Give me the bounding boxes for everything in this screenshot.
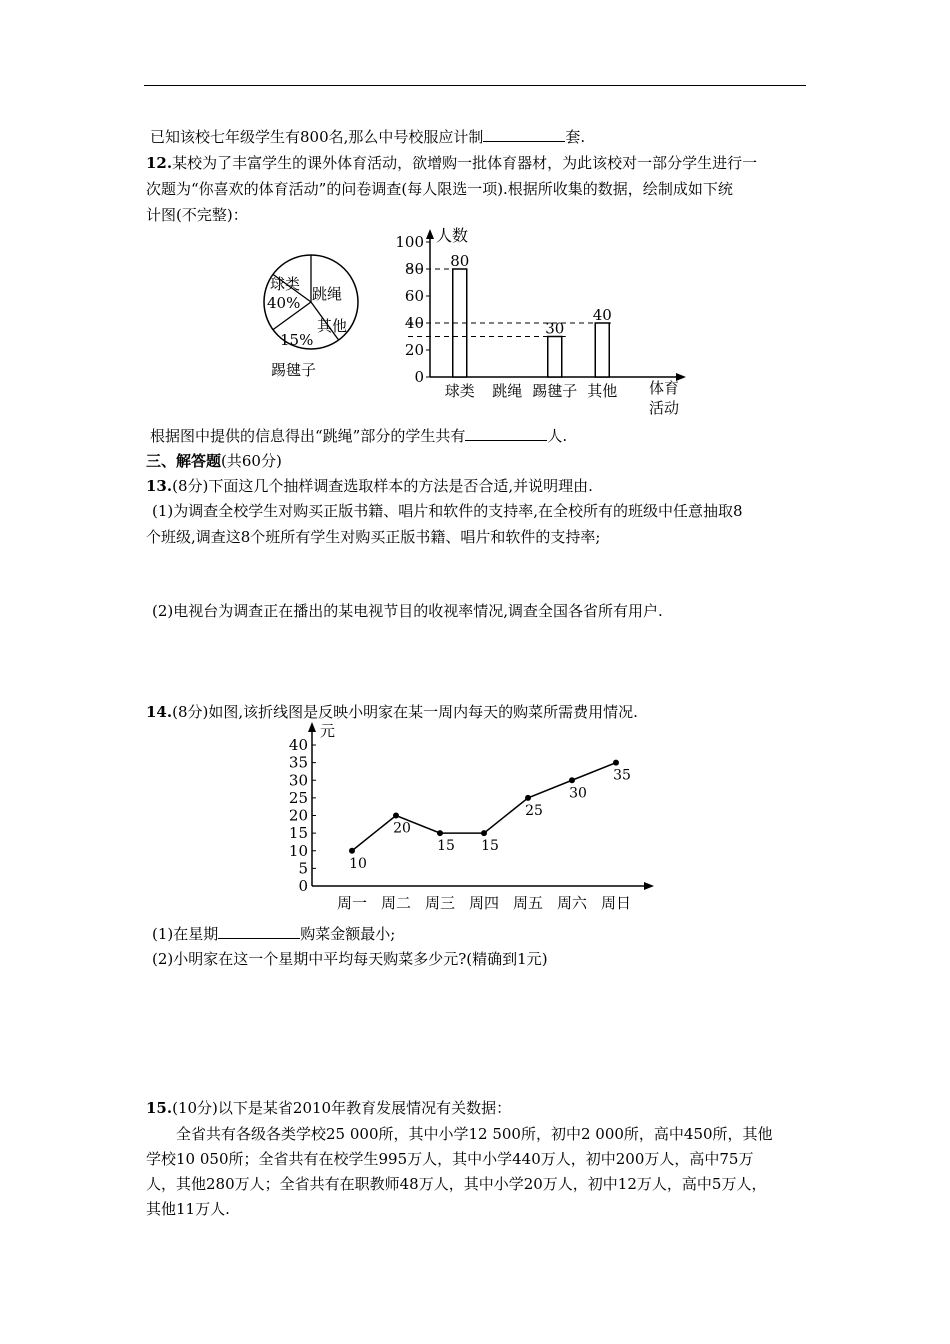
pie-label-other: 其他 — [317, 317, 348, 335]
q12-line3: 计图(不完整)： — [146, 206, 248, 224]
q15-line4: 其他11万人. — [146, 1200, 230, 1218]
bar-3 — [595, 323, 609, 377]
q15-line1: 全省共有各级各类学校25 000所，其中小学12 500所，初中2 000所，高中450所，其他 — [176, 1125, 773, 1143]
bar-y-tick-label-4: 80 — [404, 260, 424, 278]
line-y-arrow — [308, 722, 316, 732]
q11-text-b: 套. — [565, 128, 586, 146]
bar-value-label-3: 40 — [592, 306, 612, 324]
q14-part1 — [152, 924, 395, 944]
line-y-tick-label-2: 10 — [288, 841, 308, 860]
q14-part2: (2)小明家在这一个星期中平均每天购菜多少元?(精确到1元) — [152, 950, 548, 968]
line-y-tick-label-3: 15 — [288, 824, 308, 843]
q13-part2: (2)电视台为调查正在播出的某电视节目的收视率情况,调查全国各省所有用户. — [152, 602, 663, 620]
q11-text-a: 已知该校七年级学生有800名,那么中号校服应计制 — [150, 128, 484, 146]
q13-part1-line1: (1)为调查全校学生对购买正版书籍、唱片和软件的支持率,在全校所有的班级中任意抽取8 — [152, 502, 743, 520]
q13-number: 13. — [146, 477, 173, 495]
line-value-label-1: 20 — [393, 820, 411, 837]
q11-tail — [150, 127, 585, 147]
bar-y-tick-label-0: 0 — [414, 368, 424, 386]
line-x-arrow — [644, 882, 654, 890]
line-point-1 — [393, 813, 399, 819]
line-value-label-6: 35 — [613, 767, 631, 784]
line-x-label-5: 周六 — [556, 894, 588, 912]
q13-stem — [146, 476, 593, 496]
bar-y-tick-label-1: 20 — [404, 341, 424, 359]
line-y-tick-label-7: 35 — [288, 753, 308, 772]
pie-label-ball: 球类 — [270, 275, 301, 293]
line-point-2 — [437, 830, 443, 836]
q12-number: 12. — [146, 154, 173, 172]
line-x-label-2: 周三 — [424, 894, 456, 912]
bar-x-label-1: 跳绳 — [492, 382, 523, 400]
line-y-tick-label-8: 40 — [288, 736, 308, 754]
line-y-tick-label-1: 5 — [298, 859, 308, 878]
bar-x-label-2: 踢毽子 — [532, 382, 578, 400]
pie-label-rope: 跳绳 — [312, 285, 343, 303]
pie-chart — [255, 245, 375, 380]
line-chart — [270, 718, 670, 918]
q11-answer-blank[interactable] — [483, 127, 565, 142]
bar-chart — [390, 225, 695, 420]
section-3-note: (共60分) — [221, 452, 282, 470]
pie-label-ball-pct: 40% — [267, 294, 301, 312]
bar-y-tick-label-5: 100 — [395, 233, 424, 251]
q14-number: 14. — [146, 703, 173, 721]
line-value-label-3: 15 — [481, 838, 499, 855]
q12-question-b: 人. — [547, 427, 568, 445]
q14-part1-a: (1)在星期 — [152, 925, 219, 943]
line-point-5 — [569, 777, 575, 783]
bar-x-label-2: 活动 — [649, 399, 680, 417]
line-y-tick-label-6: 30 — [288, 771, 308, 790]
q14-answer-blank[interactable] — [218, 924, 300, 939]
pie-label-shuttle-pct: 15% — [280, 331, 314, 349]
bar-x-label-3: 其他 — [587, 382, 618, 400]
q13-stem-text: (8分)下面这几个抽样调查选取样本的方法是否合适,并说明理由. — [172, 477, 593, 495]
bar-value-label-2: 30 — [545, 319, 565, 338]
line-value-label-5: 30 — [569, 785, 587, 802]
line-y-label: 元 — [320, 722, 336, 740]
line-x-label-4: 周五 — [512, 894, 544, 912]
q15-line2: 学校10 050所；全省共有在校学生995万人，其中小学440万人，初中200万人，高中75万 — [146, 1150, 754, 1168]
line-x-label-0: 周一 — [336, 894, 368, 912]
line-value-label-2: 15 — [437, 838, 455, 855]
bar-y-tick-label-3: 60 — [404, 287, 424, 305]
line-y-tick-label-5: 25 — [288, 788, 308, 807]
line-value-label-4: 25 — [525, 802, 543, 819]
q12-answer-blank[interactable] — [465, 426, 547, 441]
q15-stem — [146, 1098, 511, 1118]
line-point-3 — [481, 830, 487, 836]
line-y-tick-label-4: 20 — [288, 806, 308, 825]
bar-y-label: 人数 — [436, 226, 469, 245]
q12-line1-text: 某校为了丰富学生的课外体育活动，欲增购一批体育器材，为此该校对一部分学生进行一 — [172, 154, 758, 172]
line-point-4 — [525, 795, 531, 801]
q12-question — [150, 426, 567, 446]
q12-line1 — [146, 153, 757, 173]
bar-x-label-1: 体育 — [649, 379, 680, 397]
line-x-label-6: 周日 — [600, 894, 632, 912]
line-point-6 — [613, 760, 619, 766]
line-point-0 — [349, 848, 355, 854]
q15-stem-text: (10分)以下是某省2010年教育发展情况有关数据： — [172, 1099, 512, 1117]
line-value-label-0: 10 — [349, 855, 367, 872]
section-3-heading — [146, 451, 282, 471]
q15-number: 15. — [146, 1099, 173, 1117]
line-x-label-3: 周四 — [468, 894, 500, 912]
q12-line2: 次题为“你喜欢的体育活动”的问卷调查(每人限选一项).根据所收集的数据，绘制成如下统 — [146, 180, 733, 198]
line-y-tick-label-0: 0 — [298, 877, 308, 895]
q13-part1-line2: 个班级,调查这8个班所有学生对购买正版书籍、唱片和软件的支持率; — [146, 528, 601, 546]
q15-line3: 人，其他280万人；全省共有在职教师48万人，其中小学20万人，初中12万人，高中5万人， — [146, 1175, 767, 1193]
bar-y-arrow — [426, 229, 434, 239]
section-3-title: 三、解答题 — [146, 452, 222, 470]
bar-2 — [548, 337, 562, 378]
bar-layer — [395, 233, 617, 400]
bar-y-tick-label-2: 40 — [404, 314, 424, 332]
q14-part1-b: 购菜金额最小; — [300, 925, 396, 943]
header-rule — [144, 85, 806, 86]
q12-question-a: 根据图中提供的信息得出“跳绳”部分的学生共有 — [150, 427, 466, 445]
bar-value-label-0: 80 — [450, 252, 470, 270]
pie-label-shuttle: 踢毽子 — [271, 361, 317, 379]
q14-stem-text: (8分)如图,该折线图是反映小明家在某一周内每天的购菜所需费用情况. — [172, 703, 638, 721]
bar-x-label-0: 球类 — [444, 382, 475, 400]
line-x-label-1: 周二 — [380, 894, 412, 912]
